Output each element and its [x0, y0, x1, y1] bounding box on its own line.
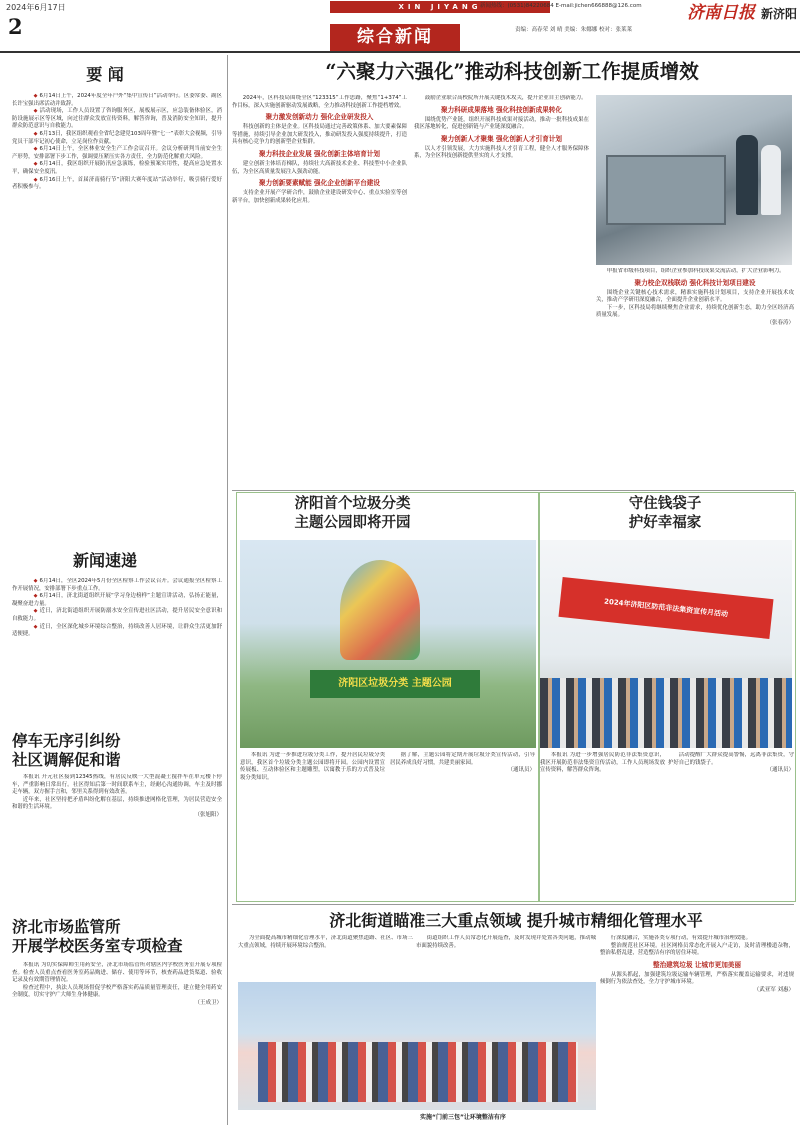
group-shape — [258, 1042, 578, 1102]
yaowen-item: ◆ 6月13日，我区组织观看全省纪念建党103周年暨“七一”表彰大会视频，引导党员干部牢记初心使命，立足岗位作贡献。 — [12, 130, 222, 145]
diamond-icon: ◆ — [33, 161, 38, 168]
xinwen-item: ◆ 近日，全区深化城乡环境综合整治，持续改善人居环境，让群众生活更加舒适便捷。 — [12, 623, 222, 638]
paragraph: 建立创新主体培育梯队，持续壮大高新技术企业、科技型中小企业队伍，为全区高质量发展注入强劲动能。 — [232, 160, 407, 175]
bottom-article-col2 — [416, 935, 596, 980]
paragraph: 本报讯 为进一步增强居民防范非法集资意识，我区开展防范非法集资宣传活动，工作人员现场发放宣传资料，解答群众咨询。 — [540, 752, 665, 774]
xinwen-body — [12, 578, 222, 728]
diamond-icon: ◆ — [33, 108, 38, 115]
subheading: 聚力校企双栈联动 强化科技计划项目建设 — [634, 278, 756, 287]
yaowen-body — [12, 93, 222, 546]
feature1-col1 — [240, 752, 385, 900]
machine-shape — [606, 155, 726, 225]
diamond-icon: ◆ — [33, 176, 38, 183]
feature1-col2 — [390, 752, 535, 900]
lead-paragraph: 2024年，区科技局围绕全区“123315”工作思路，聚焦“1+374”工作目标，深入实施创新驱动发展战略，全力推动科技创新工作提档增效。 — [232, 95, 407, 109]
market-article-title: 济北市场监管所 开展学校医务室专项检查 — [12, 918, 183, 955]
editors-line: 责编：高春荣 刘 晴 美编：朱娜娜 校对：张莱莱 — [515, 27, 632, 33]
yaowen-title: 要 闻 — [86, 65, 124, 84]
column-divider — [227, 55, 228, 1125]
yaowen-item: ◆ 6月14日，我区组织开展防汛应急演练，检验预案实用性，提高应急处置水平，确保安全度汛。 — [12, 161, 222, 175]
feature1-title: 济阳首个垃圾分类 主题公园即将开园 — [294, 496, 411, 531]
photo-caption: 实施“门前三包”让环境整洁有序 — [420, 1114, 506, 1121]
xinwen-title: 新闻速递 — [72, 551, 137, 570]
paragraph: 本报讯 为切实保障师生用药安全，济北市场监管所对辖区内学校医务室开展专项检查。检查人员重点查看医务室药品购进、储存、使用等环节，核查药品进货渠道、验收记录及有效期管理情况。 — [12, 962, 222, 984]
xinwen-item: ◆ 6月14日，济北街道组织开展“学习身边榜样”主题宣讲活动，弘扬正能量，凝聚奋进力量。 — [12, 593, 222, 607]
paragraph: 检查过程中，执法人员现场督促学校严格落实药品质量管理责任，建立健全用药安全制度，切实守护广大师生身体健康。 — [12, 984, 222, 999]
park-photo — [240, 540, 536, 748]
diamond-icon: ◆ — [33, 593, 38, 600]
newspaper-logo — [632, 1, 797, 25]
byline: （通讯员） — [766, 767, 794, 774]
paragraph: 近年来，社区坚持把矛盾纠纷化解在基层，持续推进网格化管理，为居民营造安全和谐的生活环境。 — [12, 796, 222, 811]
xinwen-item: ◆ 6月14日，全区2024年5月份全区检察工作会议召开。会议通报全区检察工作开展情况，安排部署下步重点工作。 — [12, 578, 222, 592]
bottom-article-col1 — [238, 935, 413, 980]
hotline-info: 新闻热线：(0531)84220684 E-mail:jichen666888@126.com — [480, 3, 642, 9]
person-shape — [761, 145, 781, 215]
paragraph: 围绕企业关键核心技术需求，精准实施科技计划项目，支持企业开展技术攻关，推动产学研用深度融合，全面提升企业创新水平。 — [596, 289, 794, 304]
subheading: 整治建筑垃圾 让城市更加美丽 — [652, 960, 741, 969]
top-article-col1 — [232, 95, 407, 485]
divider — [232, 904, 794, 905]
crowd-shape — [540, 678, 792, 748]
paragraph: 申报省市级科技项目，组织企业参加科技成果交流活动，扩大企业影响力。 — [606, 268, 785, 274]
yaowen-item: ◆ 活动现场，工作人员设置了咨询服务区，展板展示区，应急装备体验区，消防设施展示区等区域，向过往群众发放宣传资料，解答咨询，普及消防安全知识，提升群众防范意识与自救能力。 — [12, 108, 222, 130]
paragraph: 从源头抓起，加强建筑垃圾运输车辆管理，严格落实覆盖运输要求，对违规倾倒行为依法查处，全力守护城市环境。 — [600, 971, 794, 986]
park-sign: 济阳区垃圾分类 主题公园 — [310, 670, 480, 698]
issue-date: 2024年6月17日 — [6, 3, 66, 12]
header-divider — [0, 51, 800, 53]
yaowen-item: ◆ 6月14日上午，2024年度全年户外“集中宣传日”活动举行。区委常委、副区长许宝强出席活动并致辞。 — [12, 93, 222, 107]
paragraph: 支持企业开展产学研合作，鼓励企业建设研发中心、重点实验室等创新平台，加快创新成果转化应用。 — [232, 190, 407, 204]
paragraph: 行深度融合，实施各类专项行动，有效提升城市治理效能。 — [610, 935, 751, 941]
paragraph: 鼓励企业联合高校院所开展关键技术攻关，提升企业自主创新能力。 — [424, 95, 587, 101]
diamond-icon: ◆ — [33, 130, 38, 137]
subheading: 聚力科技企业发展 强化创新主体培育计划 — [259, 149, 380, 158]
logo-main: 济南日报 — [687, 3, 756, 23]
section-title: 综合新闻 — [330, 24, 460, 51]
subheading: 聚力激发创新动力 强化企业研发投入 — [265, 113, 374, 122]
diamond-icon: ◆ — [33, 146, 38, 153]
subheading: 聚力科研成果落地 强化科技创新成果转化 — [441, 105, 562, 114]
diamond-icon: ◆ — [33, 623, 38, 630]
paragraph: 本报讯 为进一步推进垃圾分类工作，提升居民垃圾分类意识，我区首个垃圾分类主题公园即将开园。公园内设置宣传展板、互动体验区和主题雕塑，以寓教于乐的方式普及垃圾分类知识。 — [240, 752, 385, 781]
feature2-title: 守住钱袋子 护好幸福家 — [628, 496, 702, 531]
factory-photo — [596, 95, 792, 265]
top-article-col3 — [596, 268, 794, 488]
paragraph: 街道组织工作人员常态化开展巡查，及时发现并处置各类问题，推动城市面貌持续改善。 — [416, 935, 596, 949]
paragraph: 整治规范社区环境。社区网格员常态化开展入户走访，及时清理楼道杂物，整治私搭乱建，营造整洁有序的居住环境。 — [600, 942, 794, 957]
sculpture-shape — [340, 560, 420, 660]
top-article-col2 — [414, 95, 589, 485]
event-banner: 2024年济阳区防范非法集资宣传月活动 — [558, 577, 773, 639]
top-article-title: “六聚力六强化”推动科技创新工作提质增效 — [325, 60, 699, 83]
paragraph: 活动提醒广大群众提高警惕，远离非法集资，守护好自己的钱袋子。 — [668, 752, 794, 766]
byline: （张旭阳） — [194, 811, 222, 818]
subheading: 聚力创新要素赋能 强化企业创新平台建设 — [259, 179, 380, 188]
logo-sub: 新济阳 — [760, 7, 797, 21]
feature2-col2 — [668, 752, 794, 900]
byline: （王成卫） — [194, 999, 222, 1006]
byline: （张春涛） — [766, 319, 794, 326]
parking-article-title: 停车无序引纠纷 社区调解促和谐 — [12, 732, 121, 769]
subheading: 聚力创新人才聚集 强化创新人才引育计划 — [441, 134, 562, 143]
paragraph: 本报讯 开元社区接到12345热线，有居民反映一大型混凝土搅拌车在单元楼下停车，严重影响日常出行。社区得知后第一时间联系车主，经耐心沟通协调，车主及时挪走车辆，双方握手言和，邻里关系得到有效改善。 — [12, 774, 222, 796]
paragraph: 据了解，主题公园将定期开展垃圾分类宣传活动，引导居民养成良好习惯，共建美丽家园。 — [390, 752, 535, 766]
xinwen-item: ◆ 近日，济北街道组织开展防溺水安全宣传进社区活动，提升居民安全意识和自救能力。 — [12, 608, 222, 622]
page-number: 2 — [8, 16, 23, 38]
diamond-icon: ◆ — [33, 608, 38, 615]
diamond-icon: ◆ — [33, 93, 38, 99]
byline: （通讯员） — [507, 767, 535, 774]
person-shape — [736, 135, 758, 215]
bottom-article-col3 — [600, 935, 794, 1125]
paragraph: 以人才引领发展，大力实施科技人才引育工程，健全人才服务保障体系，为全区科技创新提供坚实的人才支撑。 — [414, 145, 589, 160]
paragraph: 为全面提高城市精细化管理水平，济北街道聚焦道路、社区、市场三大重点领域，持续开展环境综合整治。 — [238, 935, 413, 949]
yaowen-item: ◆ 6月16日上午，首届济南骑行节“济阳大赛年度站”活动举行，吸引骑行爱好者积极参与。 — [12, 176, 222, 191]
yaowen-item: ◆ 6月14日上午，全区林业安全生产工作会议召开。会议分析研判当前安全生产形势，安排部署下步工作，强调要压紧压实各方责任，全力防范化解重大风险。 — [12, 146, 222, 160]
paragraph: 围绕优势产业链，组织开展科技成果对接活动，推动一批科技成果在我区落地转化，促进创新链与产业链深度融合。 — [414, 116, 589, 131]
market-article-body — [12, 962, 222, 1122]
event-photo — [540, 540, 792, 748]
diamond-icon: ◆ — [33, 578, 38, 584]
paragraph: 下一步，区科技局将继续聚焦企业需求，持续优化创新生态，助力全区经济高质量发展。 — [596, 304, 794, 319]
bottom-article-title: 济北街道瞄准三大重点领域 提升城市精细化管理水平 — [329, 911, 703, 930]
divider — [232, 490, 794, 491]
byline: （武亚军 刘惠） — [753, 986, 794, 993]
feature2-col1 — [540, 752, 665, 900]
group-photo — [238, 982, 596, 1110]
paragraph: 科技创新的主体是企业。区科技局通过完善政策体系、加大要素保障等措施，持续引导企业加大研发投入，推动研发投入强度持续提升，打造具有核心竞争力的创新型企业集群。 — [232, 124, 407, 146]
edition-banner: XIN JIYANG — [330, 1, 550, 13]
parking-article-body — [12, 774, 222, 914]
